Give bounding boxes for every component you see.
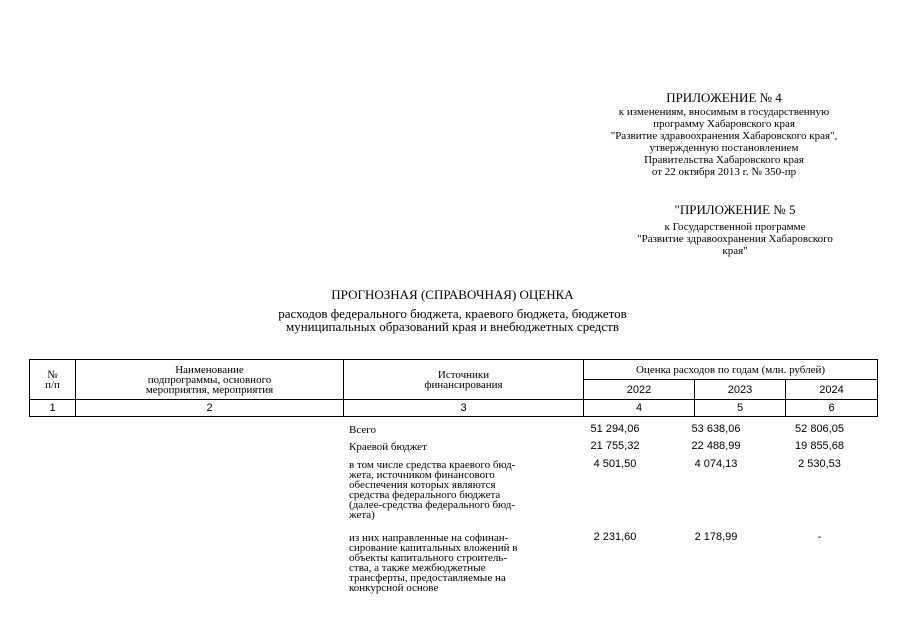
appendix-4-line: от 22 октября 2013 г. № 350-пр	[651, 166, 797, 178]
index-cell: 2	[76, 400, 344, 417]
header-year-2024: 2024	[786, 380, 878, 400]
appendix-4-line: программу Хабаровского края	[653, 118, 795, 130]
source-line: Краевой бюджет	[349, 441, 427, 453]
header-source-line: финансирования	[424, 378, 503, 391]
source-line: жета)	[349, 509, 375, 521]
source-line: (далее-средства федерального бюд-	[349, 499, 515, 511]
header-source-line: Источники	[437, 368, 490, 381]
appendix-4-line: "Развитие здравоохранения Хабаровского края",	[610, 130, 838, 142]
source-line: средства федерального бюджета	[349, 489, 501, 501]
header-year-2023: 2023	[695, 380, 786, 400]
appendix-4-line: утвержденную постановлением	[649, 142, 799, 154]
index-cell: 6	[786, 400, 878, 417]
expense-table-header	[29, 359, 878, 417]
value-regional-2022: 21 755,32	[590, 440, 640, 452]
index-cell: 5	[695, 400, 786, 417]
appendix-4-line: к изменениям, вносимым в государственную	[618, 106, 830, 118]
header-source	[344, 360, 584, 400]
document-title: ПРОГНОЗНАЯ (СПРАВОЧНАЯ) ОЦЕНКА	[331, 287, 574, 302]
header-number	[30, 360, 76, 400]
index-cell: 4	[584, 400, 695, 417]
value-total-2022: 51 294,06	[590, 423, 640, 435]
source-line: сирование капитальных вложений в	[349, 542, 518, 554]
source-line: из них направленные на софинан-	[349, 532, 509, 544]
subtitle-line: расходов федерального бюджета, краевого бюджета, бюджетов	[278, 306, 627, 321]
source-line: Всего	[349, 424, 376, 436]
header-name-line: подпрограммы, основного	[147, 373, 272, 386]
index-cell: 1	[30, 400, 76, 417]
appendix-5-title: "ПРИЛОЖЕНИЕ № 5	[674, 202, 796, 217]
subtitle-line: муниципальных образований края и внебюджетных средств	[286, 319, 619, 334]
header-year-2022: 2022	[584, 380, 695, 400]
header-estimate: Оценка расходов по годам (млн. рублей)	[584, 360, 878, 380]
value-federal-2024: 2 530,53	[798, 458, 841, 470]
source-line: трансферты, предоставляемые на	[349, 572, 506, 584]
source-total	[349, 425, 554, 435]
appendix-5-block	[590, 202, 880, 257]
source-regional-budget	[349, 442, 554, 452]
source-line: обеспечения которых являются	[349, 479, 496, 491]
value-regional-2024: 19 855,68	[795, 440, 844, 452]
appendix-4-line: Правительства Хабаровского края	[644, 154, 804, 166]
header-number-line: №	[47, 368, 58, 381]
source-line: жета, источником финансового	[349, 469, 495, 481]
value-federal-2022: 4 501,50	[593, 458, 637, 470]
document-subtitle	[200, 307, 705, 333]
header-number-line: п/п	[45, 378, 60, 391]
source-line: ства, а также межбюджетные	[349, 562, 486, 574]
value-regional-2023: 22 488,99	[691, 440, 741, 452]
value-capital-2023: 2 178,99	[694, 531, 738, 543]
value-capital-2024: -	[817, 531, 822, 543]
index-cell: 3	[344, 400, 584, 417]
header-name	[76, 360, 344, 400]
value-total-2023: 53 638,06	[691, 423, 741, 435]
header-name-line: мероприятия, мероприятия	[145, 383, 274, 396]
appendix-4-title: ПРИЛОЖЕНИЕ № 4	[666, 90, 782, 105]
appendix-5-line: "Развитие здравоохранения Хабаровского	[637, 233, 833, 245]
source-line: объекты капитального строитель-	[349, 552, 508, 564]
source-federal-funds	[349, 460, 554, 520]
appendix-5-line: края"	[722, 245, 748, 257]
header-name-line: Наименование	[175, 363, 244, 376]
source-capital-investments	[349, 533, 554, 593]
value-capital-2022: 2 231,60	[593, 531, 637, 543]
appendix-4-block	[580, 90, 868, 178]
value-federal-2023: 4 074,13	[694, 458, 738, 470]
value-total-2024: 52 806,05	[795, 423, 844, 435]
source-line: конкурсной основе	[349, 582, 439, 594]
appendix-5-line: к Государственной программе	[664, 221, 806, 233]
source-line: в том числе средства краевого бюд-	[349, 459, 516, 471]
